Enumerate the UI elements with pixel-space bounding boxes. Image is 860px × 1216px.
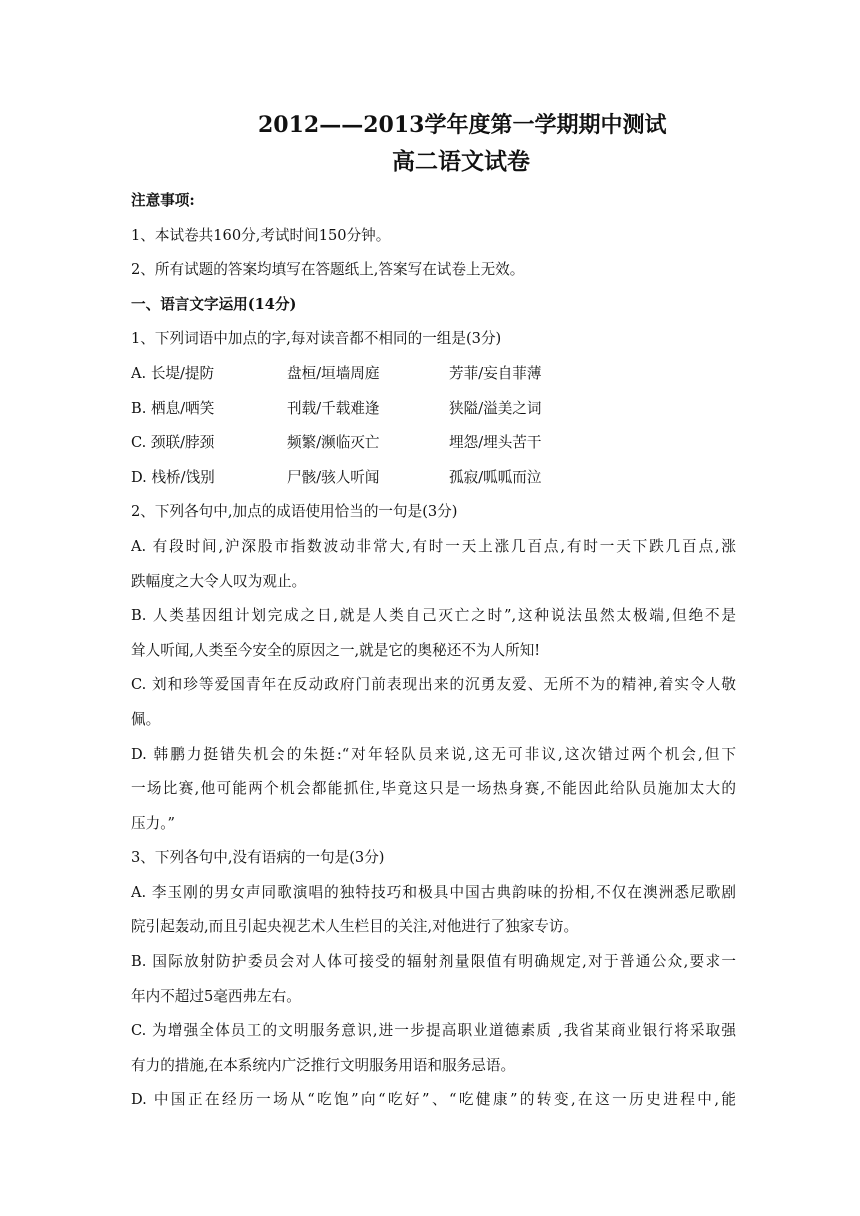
option-cell: B. 栖息/哂笑 <box>131 399 215 417</box>
question-stem: 1、下列词语中加点的字,每对读音都不相同的一组是(3分) <box>131 330 502 348</box>
notice-heading: 注意事项: <box>131 192 195 209</box>
question-line: B. 国际放射防护委员会对人体可接受的辐射剂量限值有明确规定,对于普通公众,要求一 <box>131 953 736 971</box>
question-line: C. 为增强全体员工的文明服务意识,进一步提高职业道德素质 ,我省某商业银行将采取强 <box>131 1022 736 1040</box>
option-cell: 尸骸/骇人听闻 <box>287 468 380 486</box>
question-line: C. 刘和珍等爱国青年在反动政府门前表现出来的沉勇友爱、无所不为的精神,着实令人敬 <box>131 676 736 694</box>
question-line: 院引起轰动,而且引起央视艺术人生栏目的关注,对他进行了独家专访。 <box>131 918 579 936</box>
exam-title: 2012——2013学年度第一学期期中测试 <box>258 112 667 138</box>
option-cell: C. 颈联/脖颈 <box>131 434 215 452</box>
option-cell: A. 长堤/提防 <box>131 364 215 382</box>
option-cell: 埋怨/埋头苦干 <box>449 434 542 452</box>
question-line: B. 人类基因组计划完成之日,就是人类自己灭亡之时”,这种说法虽然太极端,但绝不是 <box>131 607 736 625</box>
question-line: 跌幅度之大令人叹为观止。 <box>131 572 307 590</box>
question-stem: 2、下列各句中,加点的成语使用恰当的一句是(3分) <box>131 503 458 521</box>
question-line: A. 有段时间,沪深股市指数波动非常大,有时一天上涨几百点,有时一天下跌几百点,涨 <box>131 537 736 555</box>
notice-item: 2、所有试题的答案均填写在答题纸上,答案写在试卷上无效。 <box>131 261 525 279</box>
question-line: 压力。” <box>131 814 175 832</box>
section-heading: 一、语言文字运用(14分) <box>131 295 297 313</box>
option-cell: 狭隘/溢美之词 <box>449 399 542 417</box>
option-cell: 芳菲/妄自菲薄 <box>449 364 542 382</box>
option-row <box>131 392 736 427</box>
question-line: D. 中国正在经历一场从“吃饱”向“吃好”、“吃健康”的转变,在这一历史进程中,能 <box>131 1091 736 1109</box>
question-line: D. 韩鹏力挺错失机会的朱挺:“对年轻队员来说,这无可非议,这次错过两个机会,但下 <box>131 745 736 763</box>
option-cell: 盘桓/垣墙周庭 <box>287 364 380 382</box>
option-row <box>131 426 736 461</box>
option-cell: 刊载/千载难逢 <box>287 399 380 417</box>
option-cell: 孤寂/呱呱而泣 <box>449 468 542 486</box>
exam-body <box>131 184 736 1118</box>
question-line: 佩。 <box>131 710 161 728</box>
question-line: A. 李玉刚的男女声同歌演唱的独特技巧和极具中国古典韵味的扮相,不仅在澳洲悉尼歌剧 <box>131 883 736 901</box>
exam-subtitle: 高二语文试卷 <box>392 148 530 175</box>
question-line: 一场比赛,他可能两个机会都能抓住,毕竟这只是一场热身赛,不能因此给队员施加太大的 <box>131 780 736 798</box>
option-row <box>131 461 736 496</box>
question-line: 有力的措施,在本系统内广泛推行文明服务用语和服务忌语。 <box>131 1056 516 1074</box>
option-cell: D. 栈桥/饯别 <box>131 468 215 486</box>
option-cell: 频繁/濒临灭亡 <box>287 434 380 452</box>
question-line: 耸人听闻,人类至今安全的原因之一,就是它的奥秘还不为人所知! <box>131 641 541 659</box>
question-stem: 3、下列各句中,没有语病的一句是(3分) <box>131 849 385 867</box>
option-row <box>131 357 736 392</box>
question-line: 年内不超过5毫西弗左右。 <box>131 987 301 1005</box>
notice-item: 1、本试卷共160分,考试时间150分钟。 <box>131 226 391 244</box>
